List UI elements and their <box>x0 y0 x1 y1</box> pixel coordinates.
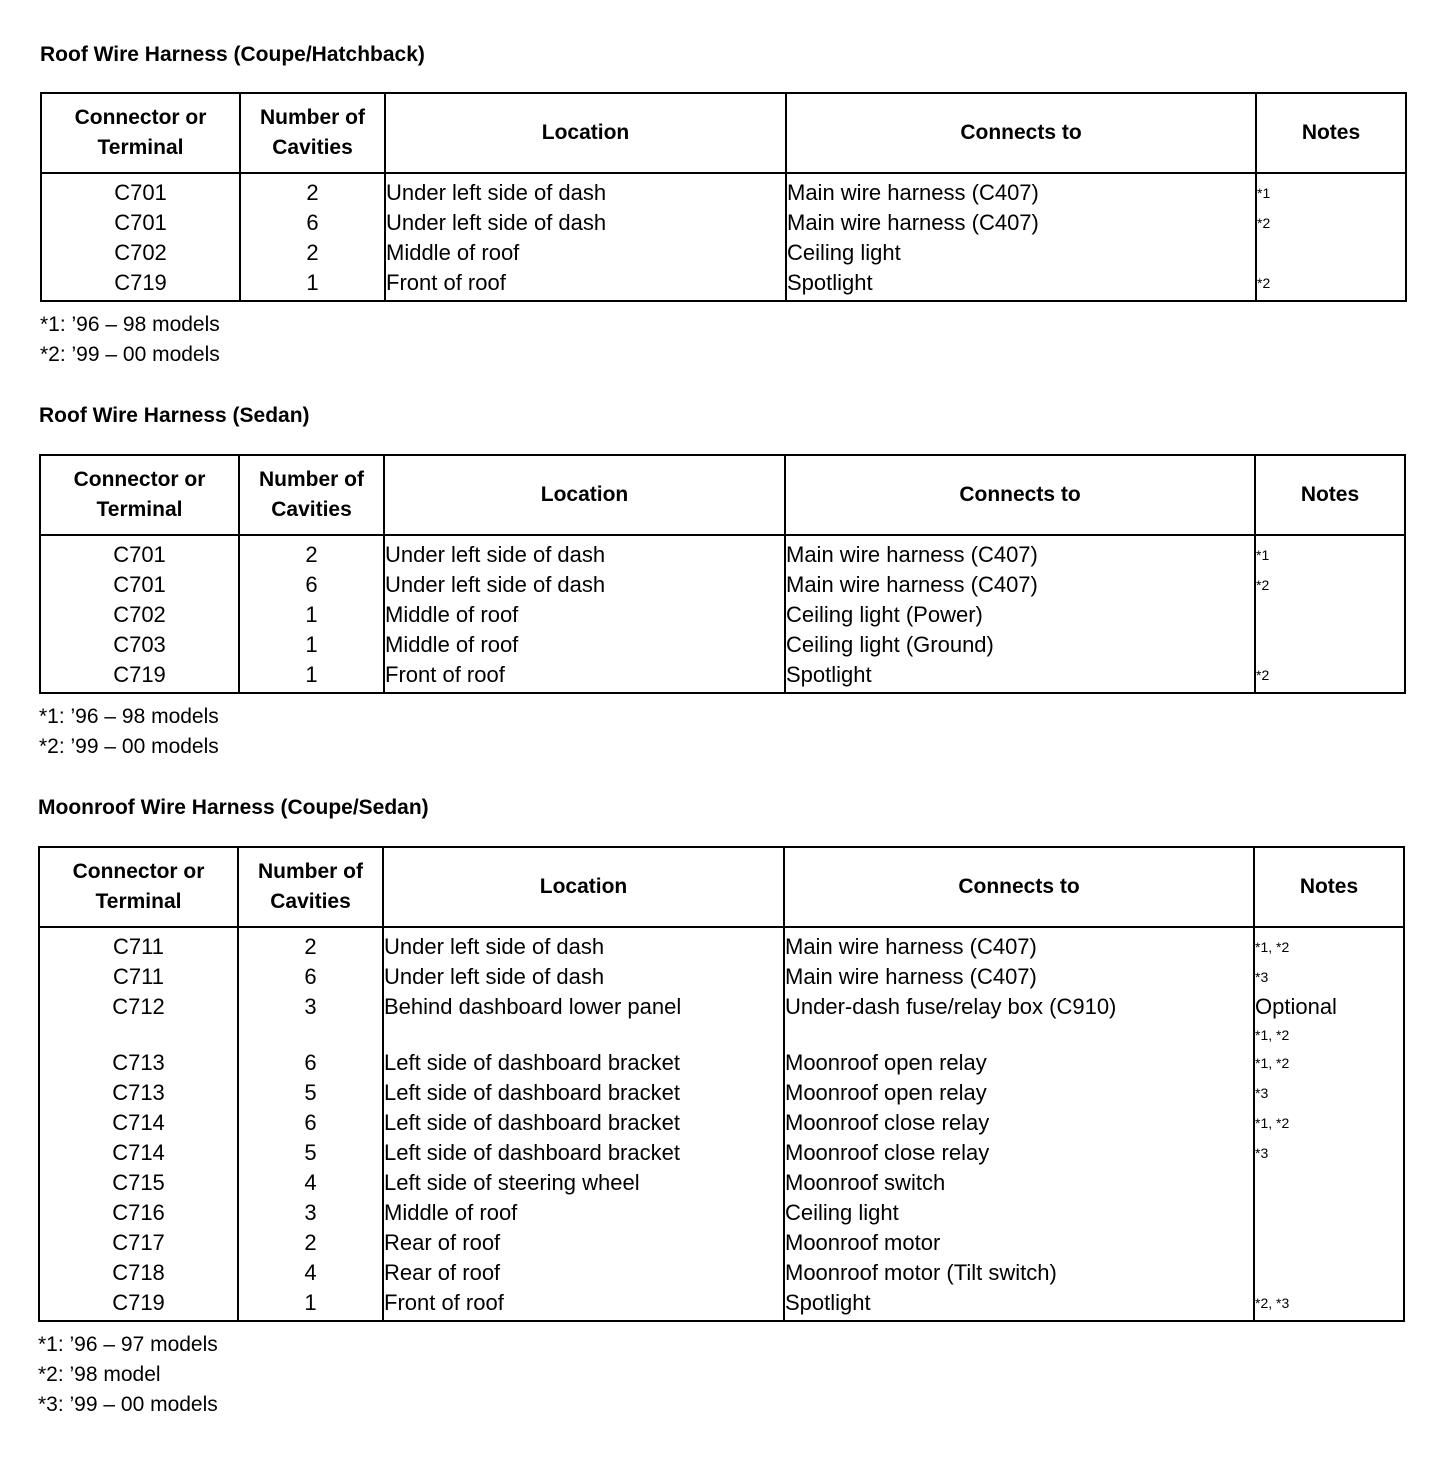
footnote: *1: ’96 – 98 models <box>40 313 220 336</box>
connects-to-cell: Ceiling light <box>786 238 1256 268</box>
header-notes: Notes <box>1256 93 1406 173</box>
location-cell: Front of roof <box>385 268 786 301</box>
header-location: Location <box>384 455 785 535</box>
cavities-cell: 2 <box>238 927 383 962</box>
table-row <box>40 535 1405 570</box>
cavities-cell: 6 <box>238 962 383 992</box>
harness-table <box>39 454 1406 694</box>
notes-cell: *1, *2 <box>1254 1108 1404 1138</box>
location-cell: Front of roof <box>384 660 785 693</box>
cavities-cell: 2 <box>240 173 385 208</box>
cavities-cell: 6 <box>240 208 385 238</box>
table-row <box>41 268 1406 301</box>
table-row <box>39 1198 1404 1228</box>
location-cell: Under left side of dash <box>385 208 786 238</box>
connects-to-cell: Moonroof open relay <box>784 1078 1254 1108</box>
notes-cell <box>1254 1198 1404 1228</box>
connector-cell: C714 <box>112 1110 165 1135</box>
connects-to-cell: Ceiling light (Ground) <box>785 630 1255 660</box>
notes-optional: Optional <box>1255 994 1337 1019</box>
header-location: Location <box>385 93 786 173</box>
header-row <box>40 455 1405 535</box>
header-connects-to: Connects to <box>784 847 1254 927</box>
connector-cell: C715 <box>112 1170 165 1195</box>
connects-to-cell: Under-dash fuse/relay box (C910) <box>784 992 1254 1048</box>
location-cell: Left side of steering wheel <box>383 1168 784 1198</box>
connects-to-cell: Moonroof motor (Tilt switch) <box>784 1258 1254 1288</box>
notes-cell: *2, *3 <box>1254 1288 1404 1321</box>
table-row <box>39 1258 1404 1288</box>
connects-to-cell: Main wire harness (C407) <box>784 927 1254 962</box>
footnotes <box>38 1330 1403 1420</box>
cavities-cell: 1 <box>239 600 384 630</box>
footnote: *2: ’99 – 00 models <box>40 343 220 366</box>
connector-cell: C703 <box>113 632 166 657</box>
header-connector: Connector or Terminal <box>39 847 238 927</box>
notes-cell: *1 <box>1255 535 1405 570</box>
connects-to-cell: Moonroof motor <box>784 1228 1254 1258</box>
location-cell: Middle of roof <box>384 600 785 630</box>
connector-cell: C711 <box>113 964 164 989</box>
notes-models: *1, *2 <box>1255 1027 1290 1043</box>
cavities-cell: 2 <box>239 535 384 570</box>
section-title: Moonroof Wire Harness (Coupe/Sedan) <box>38 796 429 819</box>
section-title: Roof Wire Harness (Coupe/Hatchback) <box>40 43 425 66</box>
location-cell: Rear of roof <box>383 1228 784 1258</box>
table-row <box>41 173 1406 208</box>
table-row <box>39 1048 1404 1078</box>
connector-cell: C702 <box>114 240 167 265</box>
footnote: *2: ’99 – 00 models <box>39 735 219 758</box>
cavities-cell: 2 <box>240 238 385 268</box>
connector-cell: C716 <box>112 1200 165 1225</box>
header-notes: Notes <box>1255 455 1405 535</box>
header-location: Location <box>383 847 784 927</box>
connector-cell: C714 <box>112 1140 165 1165</box>
connects-to-cell: Main wire harness (C407) <box>786 208 1256 238</box>
footnote: *2: ’98 model <box>38 1363 161 1386</box>
connector-cell: C719 <box>113 662 166 687</box>
location-cell: Under left side of dash <box>384 570 785 600</box>
notes-cell: *1 <box>1256 173 1406 208</box>
header-connector: Connector or Terminal <box>40 455 239 535</box>
notes-cell <box>1255 630 1405 660</box>
notes-cell: *2 <box>1255 570 1405 600</box>
location-cell: Left side of dashboard bracket <box>383 1078 784 1108</box>
harness-table <box>40 92 1407 302</box>
notes-cell: *3 <box>1254 962 1404 992</box>
connects-to-cell: Ceiling light (Power) <box>785 600 1255 630</box>
header-connects-to: Connects to <box>786 93 1256 173</box>
connector-cell: C713 <box>112 1080 165 1105</box>
location-cell: Left side of dashboard bracket <box>383 1048 784 1078</box>
table-row <box>39 1228 1404 1258</box>
cavities-cell: 1 <box>240 268 385 301</box>
notes-cell <box>1254 1228 1404 1258</box>
location-cell: Middle of roof <box>383 1198 784 1228</box>
notes-cell: *2 <box>1256 268 1406 301</box>
connector-cell: C717 <box>112 1230 165 1255</box>
harness-table <box>38 846 1405 1322</box>
location-cell: Middle of roof <box>385 238 786 268</box>
cavities-cell: 1 <box>238 1288 383 1321</box>
notes-cell <box>1254 1168 1404 1198</box>
table-row <box>41 238 1406 268</box>
footnote: *1: ’96 – 98 models <box>39 705 219 728</box>
location-cell: Under left side of dash <box>385 173 786 208</box>
connects-to-cell: Moonroof switch <box>784 1168 1254 1198</box>
cavities-cell: 3 <box>238 992 383 1048</box>
connects-to-cell: Main wire harness (C407) <box>785 535 1255 570</box>
connector-cell: C718 <box>112 1260 165 1285</box>
section-roof-sedan <box>39 404 1404 762</box>
location-cell: Under left side of dash <box>384 535 785 570</box>
footnotes <box>40 310 1405 370</box>
connects-to-cell: Moonroof close relay <box>784 1138 1254 1168</box>
connector-cell: C711 <box>113 934 164 959</box>
location-cell: Under left side of dash <box>383 962 784 992</box>
header-cavities: Number of Cavities <box>239 455 384 535</box>
notes-cell: *1, *2 <box>1254 1048 1404 1078</box>
table-row <box>39 927 1404 962</box>
notes-cell: *1, *2 <box>1254 927 1404 962</box>
header-row <box>41 93 1406 173</box>
notes-cell <box>1254 1258 1404 1288</box>
section-roof-coupe-hatchback <box>40 43 1405 370</box>
header-cavities: Number of Cavities <box>238 847 383 927</box>
location-cell: Middle of roof <box>384 630 785 660</box>
cavities-cell: 6 <box>238 1108 383 1138</box>
connector-cell: C701 <box>113 542 166 567</box>
location-cell: Behind dashboard lower panel <box>383 992 784 1048</box>
table-row <box>39 962 1404 992</box>
notes-cell <box>1256 238 1406 268</box>
notes-cell: *2 <box>1255 660 1405 693</box>
cavities-cell: 6 <box>239 570 384 600</box>
connector-cell: C702 <box>113 602 166 627</box>
table-row <box>39 1288 1404 1321</box>
header-notes: Notes <box>1254 847 1404 927</box>
connector-cell: C701 <box>114 210 167 235</box>
table-row <box>40 570 1405 600</box>
notes-cell: *3 <box>1254 1078 1404 1108</box>
notes-cell: *3 <box>1254 1138 1404 1168</box>
connects-to-cell: Main wire harness (C407) <box>785 570 1255 600</box>
table-row <box>39 992 1404 1048</box>
header-row <box>39 847 1404 927</box>
footnotes <box>39 702 1404 762</box>
table-row <box>41 208 1406 238</box>
connects-to-cell: Moonroof open relay <box>784 1048 1254 1078</box>
notes-cell: *2 <box>1256 208 1406 238</box>
table-row <box>40 630 1405 660</box>
table-row <box>39 1138 1404 1168</box>
connector-cell: C701 <box>113 572 166 597</box>
section-title: Roof Wire Harness (Sedan) <box>39 404 310 427</box>
connector-cell: C701 <box>114 180 167 205</box>
notes-cell <box>1255 600 1405 630</box>
table-row <box>40 600 1405 630</box>
connects-to-cell: Main wire harness (C407) <box>784 962 1254 992</box>
cavities-cell: 4 <box>238 1168 383 1198</box>
notes-cell <box>1254 992 1404 1048</box>
connector-cell: C719 <box>114 270 167 295</box>
location-cell: Left side of dashboard bracket <box>383 1138 784 1168</box>
header-connects-to: Connects to <box>785 455 1255 535</box>
cavities-cell: 5 <box>238 1078 383 1108</box>
cavities-cell: 6 <box>238 1048 383 1078</box>
connects-to-cell: Main wire harness (C407) <box>786 173 1256 208</box>
cavities-cell: 1 <box>239 630 384 660</box>
section-moonroof-coupe-sedan <box>38 796 1403 1420</box>
cavities-cell: 4 <box>238 1258 383 1288</box>
connector-cell: C712 <box>112 994 165 1019</box>
connector-cell: C713 <box>112 1050 165 1075</box>
header-cavities: Number of Cavities <box>240 93 385 173</box>
cavities-cell: 1 <box>239 660 384 693</box>
location-cell: Front of roof <box>383 1288 784 1321</box>
header-connector: Connector or Terminal <box>41 93 240 173</box>
connects-to-cell: Ceiling light <box>784 1198 1254 1228</box>
cavities-cell: 3 <box>238 1198 383 1228</box>
table-row <box>39 1108 1404 1138</box>
table-row <box>40 660 1405 693</box>
table-row <box>39 1078 1404 1108</box>
cavities-cell: 5 <box>238 1138 383 1168</box>
location-cell: Under left side of dash <box>383 927 784 962</box>
footnote: *1: ’96 – 97 models <box>38 1333 218 1356</box>
connects-to-cell: Spotlight <box>784 1288 1254 1321</box>
connects-to-cell: Spotlight <box>785 660 1255 693</box>
connects-to-cell: Moonroof close relay <box>784 1108 1254 1138</box>
table-row <box>39 1168 1404 1198</box>
connects-to-cell: Spotlight <box>786 268 1256 301</box>
cavities-cell: 2 <box>238 1228 383 1258</box>
location-cell: Left side of dashboard bracket <box>383 1108 784 1138</box>
footnote: *3: ’99 – 00 models <box>38 1393 218 1416</box>
location-cell: Rear of roof <box>383 1258 784 1288</box>
connector-cell: C719 <box>112 1290 165 1315</box>
